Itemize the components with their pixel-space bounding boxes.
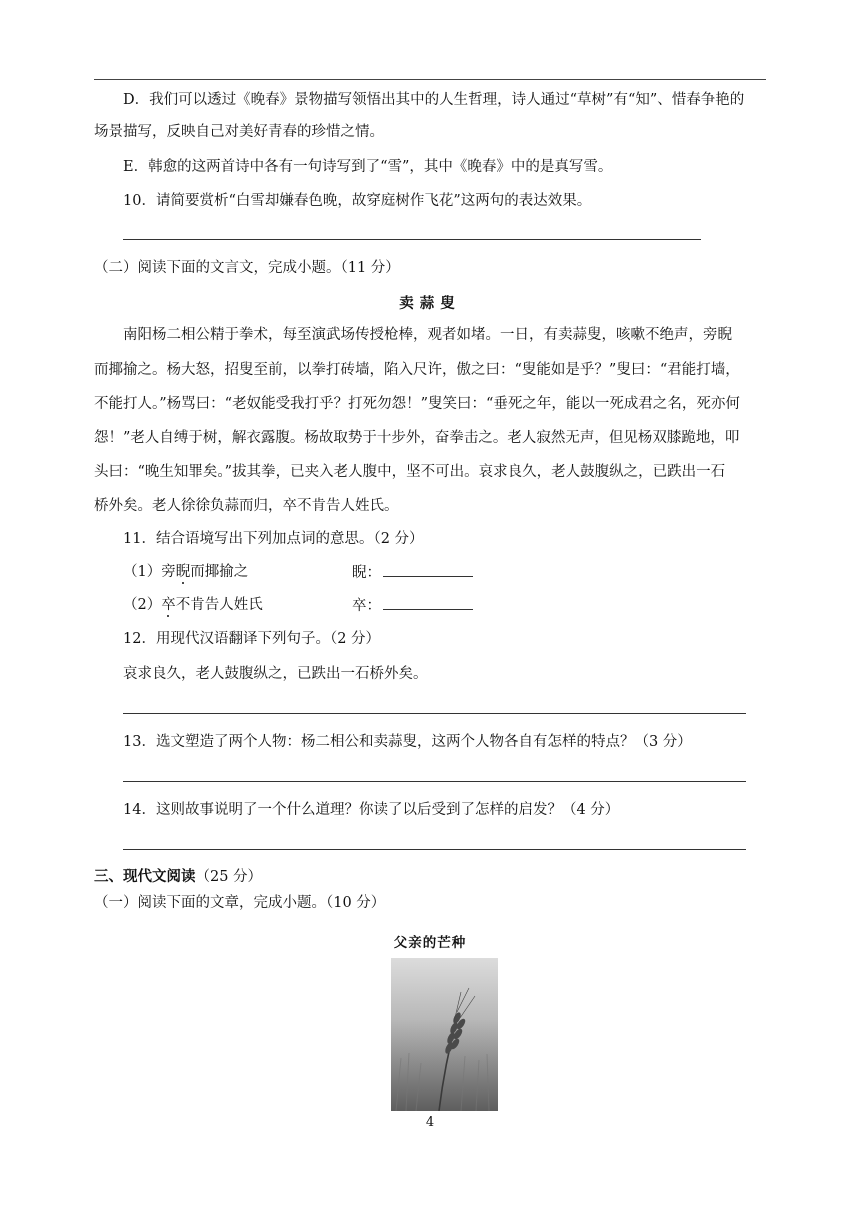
q11-item-1 [123,562,248,582]
q13-answer-line[interactable] [123,781,746,782]
question-11: 11．结合语境写出下列加点词的意思。（2 分） [123,531,424,547]
q11-answer1-label: 睨： [352,565,381,581]
q11-answer2-label: 卒： [352,598,381,614]
q9-option-d-line2: 场景描写，反映自己对美好青春的珍惜之情。 [94,124,384,140]
q11-item2-pre: （2） [123,597,162,613]
q9-option-d-line1: D．我们可以透过《晚春》景物描写领悟出其中的人生哲理，诗人通过“草树”有“知”、惜春争艳的 [123,92,745,108]
q11-answer2-blank[interactable] [383,595,473,610]
q11-item1-post: 而揶揄之 [190,564,249,580]
question-14: 14．这则故事说明了一个什么道理？你读了以后受到了怎样的启发？（4 分） [123,802,620,818]
passage-line: 不能打人。”杨骂曰：“老奴能受我打乎？打死勿怨！”叟笑曰：“垂死之年，能以一死成君之名，死亦何 [94,396,740,412]
header-rule [94,79,766,80]
q12-sentence: 哀求良久，老人鼓腹纵之，已跌出一石桥外矣。 [123,666,428,682]
dotted-word-zu: 卒 [161,597,176,613]
q11-item-2 [123,595,263,615]
section-3-subheading: （一）阅读下面的文章，完成小题。（10 分） [94,895,386,911]
q11-item1-pre: （1）旁 [123,564,176,580]
q14-answer-line[interactable] [123,849,746,850]
passage-line: 头曰：“晚生知罪矣。”拔其拳，已夹入老人腹中，坚不可出。哀求良久，老人鼓腹纵之，已跌出一石 [94,464,726,480]
section-3-heading [94,867,262,887]
question-12: 12．用现代汉语翻译下列句子。（2 分） [123,631,381,647]
dotted-word-ni: 睨 [175,564,191,580]
section-2-heading: （二）阅读下面的文言文，完成小题。（11 分） [94,260,400,276]
passage-line: 而揶揄之。杨大怒，招叟至前，以拳打砖墙，陷入尺许，傲之曰：“叟能如是乎？”叟曰：“君能打墙， [94,362,740,378]
wheat-image [391,958,498,1111]
page-number: 4 [425,1115,435,1130]
q11-answer1-blank[interactable] [383,562,473,577]
q10-answer-line[interactable] [123,239,701,240]
passage-line: 怨！”老人自缚于树，解衣露腹。杨故取势于十步外，奋拳击之。老人寂然无声，但见杨双膝跪地，叩 [94,430,740,446]
section-3-score: （25 分） [195,869,263,885]
q12-answer-line[interactable] [123,713,746,714]
q11-item2-post: 不肯告人姓氏 [175,597,263,613]
passage-title: 卖蒜叟 [399,295,461,312]
question-10: 10．请简要赏析“白雪却嫌春色晚，故穿庭树作飞花”这两句的表达效果。 [123,193,592,209]
wheat-photo [391,958,498,1111]
article-title: 父亲的芒种 [393,935,467,951]
section-3-heading-bold: 三、现代文阅读 [94,868,196,885]
passage-line: 桥外矣。老人徐徐负蒜而归，卒不肯告人姓氏。 [94,498,399,514]
q9-option-e: E．韩愈的这两首诗中各有一句诗写到了“雪”，其中《晚春》中的是真写雪。 [123,159,613,175]
q11-answer-2 [352,595,473,616]
passage-line: 南阳杨二相公精于拳术，每至演武场传授枪棒，观者如堵。一日，有卖蒜叟，咳嗽不绝声，旁睨 [123,327,732,343]
question-13: 13．选文塑造了两个人物：杨二相公和卖蒜叟，这两个人物各自有怎样的特点？（3 分） [123,734,692,750]
q11-answer-1 [352,562,473,583]
